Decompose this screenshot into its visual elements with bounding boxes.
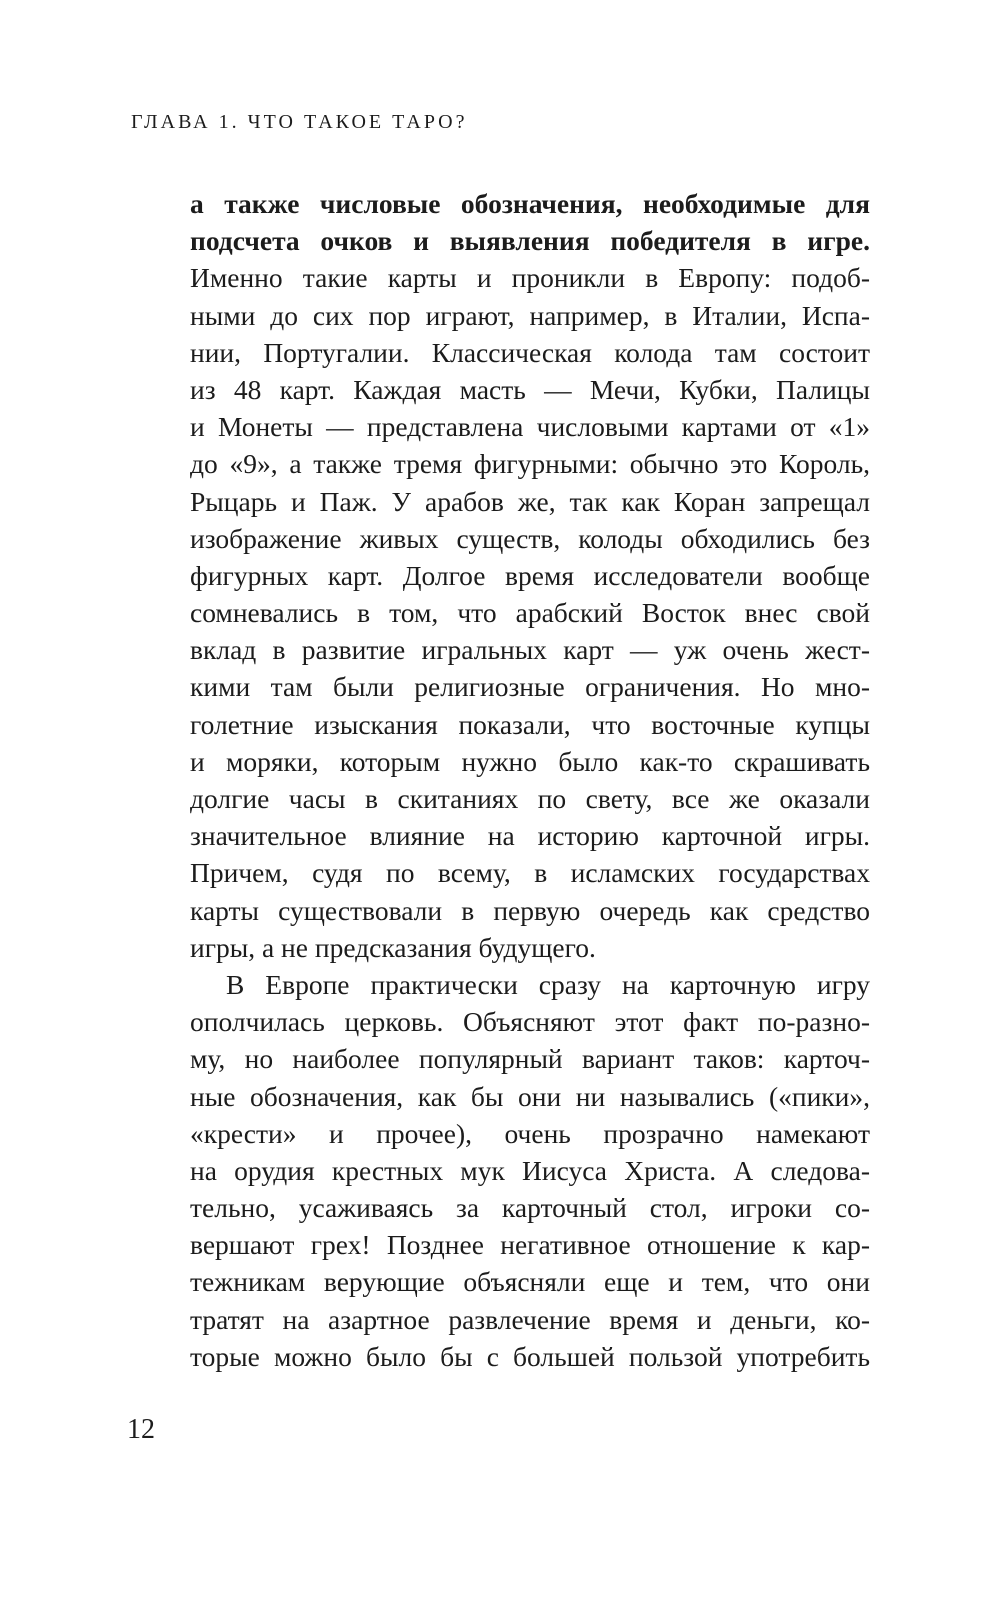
text-line: сомневались в том, что арабский Восток внес свой (190, 597, 870, 629)
body-text (190, 185, 870, 1375)
text-line: и Монеты — представлена числовыми картами от «1» (190, 411, 870, 443)
text-line: до «9», а также тремя фигурными: обычно это Король, (190, 448, 870, 480)
text-line: карты существовали в первую очередь как средство (190, 894, 870, 926)
text-line: В Европе практически сразу на карточную игру (226, 968, 870, 1000)
text-line: и моряки, которым нужно было как-то скрашивать (190, 745, 870, 777)
text-line: «крести» и прочее), очень прозрачно намекают (190, 1117, 870, 1149)
page-number: 12 (127, 1414, 155, 1445)
text-line: фигурных карт. Долгое время исследователи вообще (190, 559, 870, 591)
text-line: подсчета очков и выявления победителя в игре. (190, 225, 870, 257)
text-line: тратят на азартное развлечение время и деньги, ко- (190, 1303, 870, 1335)
text-line: значительное влияние на историю карточной игры. (190, 820, 870, 852)
text-line: Именно такие карты и проникли в Европу: подоб- (190, 262, 870, 294)
text-line: ополчилась церковь. Объясняют этот факт по-разно- (190, 1006, 870, 1038)
text-line: торые можно было бы с большей пользой употребить (190, 1340, 870, 1372)
text-line: голетние изыскания показали, что восточные купцы (190, 708, 870, 740)
text-line: му, но наиболее популярный вариант таков: карточ- (190, 1043, 870, 1075)
text-line: вершают грех! Позднее негативное отношение к кар- (190, 1229, 870, 1261)
text-line: Причем, судя по всему, в исламских государствах (190, 857, 870, 889)
text-line: игры, а не предсказания будущего. (190, 931, 596, 963)
text-line: вклад в развитие игральных карт — уж очень жест- (190, 634, 870, 666)
text-line: долгие часы в скитаниях по свету, все же оказали (190, 783, 870, 814)
text-line: тежникам верующие объясняли еще и тем, что они (190, 1266, 870, 1298)
text-line: тельно, усаживаясь за карточный стол, игроки со- (190, 1192, 870, 1224)
text-line: из 48 карт. Каждая масть — Мечи, Кубки, Палицы (190, 373, 870, 405)
text-line: кими там были религиозные ограничения. Но мно- (190, 671, 870, 703)
text-line: а также числовые обозначения, необходимые для (190, 188, 870, 219)
text-line: ными до сих пор играют, например, в Италии, Испа- (190, 299, 870, 331)
text-line: Рыцарь и Паж. У арабов же, так как Коран запрещал (190, 485, 870, 517)
text-line: ные обозначения, как бы они ни назывались («пики», (190, 1080, 870, 1112)
text-line: изображение живых существ, колоды обходились без (190, 522, 870, 554)
text-line: на орудия крестных мук Иисуса Христа. А следова- (190, 1154, 870, 1186)
running-head: ГЛАВА 1. ЧТО ТАКОЕ ТАРО? (131, 111, 468, 133)
text-line: нии, Португалии. Классическая колода там состоит (190, 336, 870, 368)
